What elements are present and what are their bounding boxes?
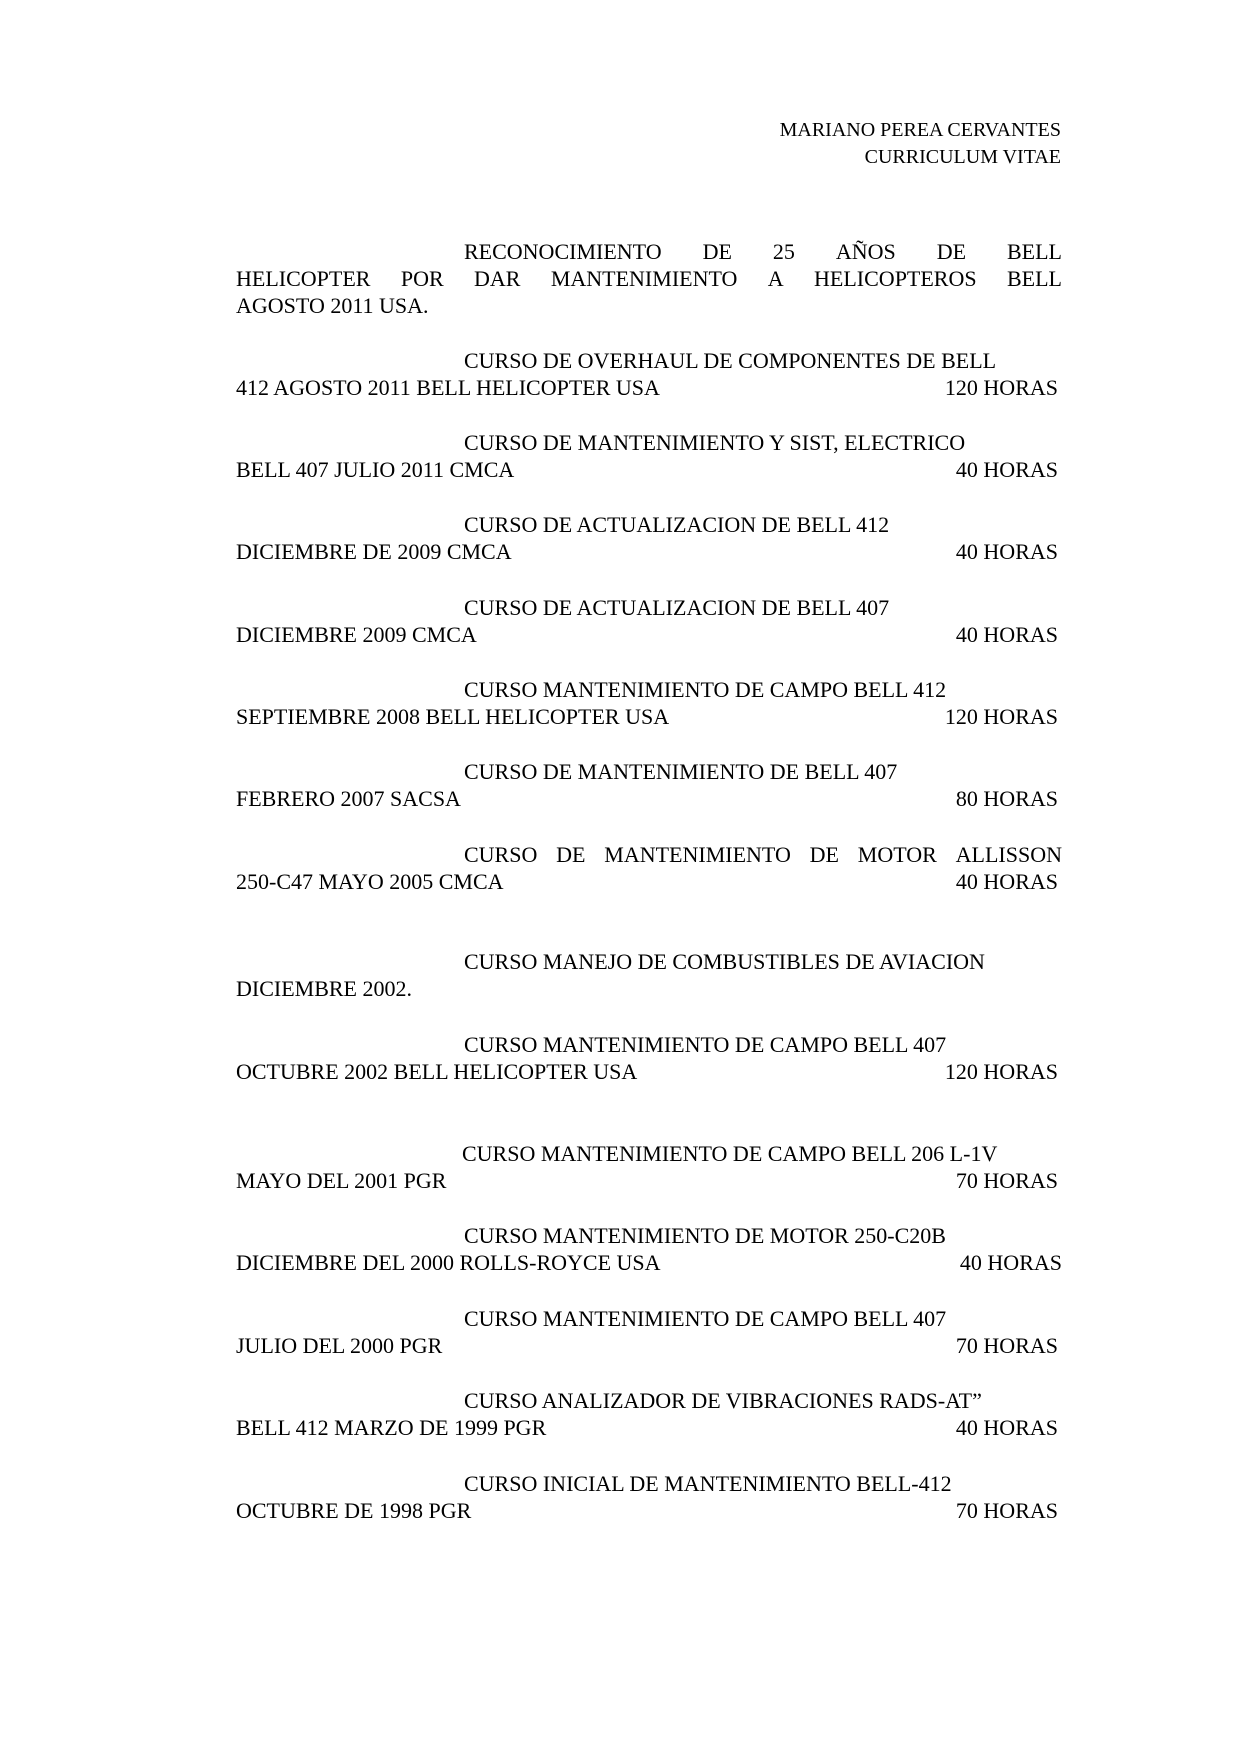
- course-hours: 120 HORAS: [944, 375, 1058, 400]
- course-detail-row: [236, 374, 1062, 401]
- recognition-line-3: AGOSTO 2011 USA.: [236, 293, 429, 318]
- course-detail: 250-C47 MAYO 2005 CMCA: [236, 869, 504, 894]
- course-detail: BELL 412 MARZO DE 1999 PGR: [236, 1415, 547, 1440]
- course-detail: JULIO DEL 2000 PGR: [236, 1333, 443, 1358]
- word: RECONOCIMIENTO: [464, 239, 662, 264]
- word: MANTENIMIENTO: [604, 842, 791, 867]
- recognition-line-1: [236, 238, 1062, 265]
- recognition-entry: [236, 238, 1062, 319]
- course-hours: 70 HORAS: [955, 1168, 1058, 1193]
- word: CURSO: [464, 842, 538, 867]
- course-title: CURSO MANTENIMIENTO DE CAMPO BELL 206 L-1V: [462, 1141, 998, 1166]
- course-title: CURSO ANALIZADOR DE VIBRACIONES RADS-AT”: [464, 1388, 982, 1413]
- course-title: CURSO DE OVERHAUL DE COMPONENTES DE BELL: [464, 348, 997, 373]
- word: A: [767, 266, 784, 291]
- course-entry: [236, 1387, 1062, 1441]
- course-title: CURSO MANTENIMIENTO DE CAMPO BELL 407: [464, 1306, 947, 1331]
- word: BELL: [1007, 239, 1062, 264]
- course-title: CURSO DE MANTENIMIENTO DE BELL 407: [464, 759, 898, 784]
- word: DE: [556, 842, 586, 867]
- course-detail: SEPTIEMBRE 2008 BELL HELICOPTER USA: [236, 704, 670, 729]
- course-title: CURSO DE MANTENIMIENTO Y SIST, ELECTRICO: [464, 430, 966, 455]
- course-detail: 412 AGOSTO 2011 BELL HELICOPTER USA: [236, 375, 660, 400]
- word: HELICOPTEROS: [814, 266, 977, 291]
- course-title: CURSO DE ACTUALIZACION DE BELL 412: [464, 512, 890, 537]
- course-hours: 120 HORAS: [944, 1059, 1058, 1084]
- course-detail: DICIEMBRE 2002.: [236, 976, 412, 1001]
- course-entry: [236, 841, 1062, 895]
- word: 25: [772, 239, 795, 264]
- document-subtitle: CURRICULUM VITAE: [864, 146, 1061, 168]
- course-detail-row: [236, 703, 1062, 730]
- course-title: CURSO MANTENIMIENTO DE CAMPO BELL 407: [464, 1032, 947, 1057]
- course-entry: [236, 948, 1062, 1002]
- course-entry: [236, 1470, 1062, 1524]
- course-detail-row: [236, 456, 1062, 483]
- course-detail-row: [236, 1414, 1062, 1441]
- course-title: CURSO MANTENIMIENTO DE CAMPO BELL 412: [464, 677, 947, 702]
- course-detail-row: [236, 1249, 1062, 1276]
- course-hours: 70 HORAS: [955, 1498, 1058, 1523]
- course-hours: 40 HORAS: [955, 869, 1058, 894]
- document-header: [780, 117, 1061, 171]
- word: DAR: [474, 266, 521, 291]
- course-detail-row: [236, 868, 1062, 895]
- course-detail: MAYO DEL 2001 PGR: [236, 1168, 447, 1193]
- course-detail-row: [236, 1058, 1062, 1085]
- course-hours: 80 HORAS: [955, 786, 1058, 811]
- course-detail-row: [236, 1332, 1062, 1359]
- course-detail-row: [236, 785, 1062, 812]
- course-hours: 40 HORAS: [955, 457, 1058, 482]
- course-title: CURSO MANEJO DE COMBUSTIBLES DE AVIACION: [464, 949, 985, 974]
- course-detail: DICIEMBRE DEL 2000 ROLLS-ROYCE USA: [236, 1250, 661, 1275]
- word: DE: [702, 239, 732, 264]
- course-detail: DICIEMBRE DE 2009 CMCA: [236, 539, 512, 564]
- course-detail: OCTUBRE DE 1998 PGR: [236, 1498, 472, 1523]
- course-detail: OCTUBRE 2002 BELL HELICOPTER USA: [236, 1059, 638, 1084]
- course-entry: [236, 511, 1062, 565]
- course-hours: 120 HORAS: [944, 704, 1058, 729]
- author-name: MARIANO PEREA CERVANTES: [779, 119, 1061, 141]
- course-entry: [236, 429, 1062, 483]
- recognition-line-2: [236, 265, 1062, 292]
- course-hours: 40 HORAS: [955, 1415, 1058, 1440]
- course-entry: [236, 1031, 1062, 1085]
- course-entry: [236, 347, 1062, 401]
- course-hours: 40 HORAS: [955, 622, 1058, 647]
- course-detail: DICIEMBRE 2009 CMCA: [236, 622, 477, 647]
- course-detail-row: [236, 538, 1062, 565]
- word: HELICOPTER: [236, 266, 371, 291]
- word: POR: [400, 266, 444, 291]
- word: BELL: [1006, 266, 1062, 291]
- course-entry: [236, 1140, 1062, 1194]
- course-hours: 40 HORAS: [959, 1250, 1062, 1275]
- course-detail: FEBRERO 2007 SACSA: [236, 786, 461, 811]
- course-detail-row: [236, 621, 1062, 648]
- word: MOTOR: [857, 842, 937, 867]
- course-entry: [236, 1305, 1062, 1359]
- course-entry: [236, 594, 1062, 648]
- course-entry: [236, 676, 1062, 730]
- word: DE: [936, 239, 967, 264]
- course-entry: [236, 1222, 1062, 1276]
- course-detail-row: [236, 1497, 1062, 1524]
- word: DE: [809, 842, 839, 867]
- course-title: [236, 841, 1062, 868]
- course-title: CURSO MANTENIMIENTO DE MOTOR 250-C20B: [464, 1223, 946, 1248]
- word: AÑOS: [835, 239, 896, 264]
- course-title: CURSO INICIAL DE MANTENIMIENTO BELL-412: [464, 1471, 952, 1496]
- course-title: CURSO DE ACTUALIZACION DE BELL 407: [464, 595, 890, 620]
- course-entry: [236, 758, 1062, 812]
- course-detail: BELL 407 JULIO 2011 CMCA: [236, 457, 515, 482]
- course-hours: 40 HORAS: [955, 539, 1058, 564]
- course-detail-row: [236, 1167, 1062, 1194]
- word: MANTENIMIENTO: [550, 266, 738, 291]
- word: ALLISSON: [955, 842, 1062, 867]
- course-hours: 70 HORAS: [955, 1333, 1058, 1358]
